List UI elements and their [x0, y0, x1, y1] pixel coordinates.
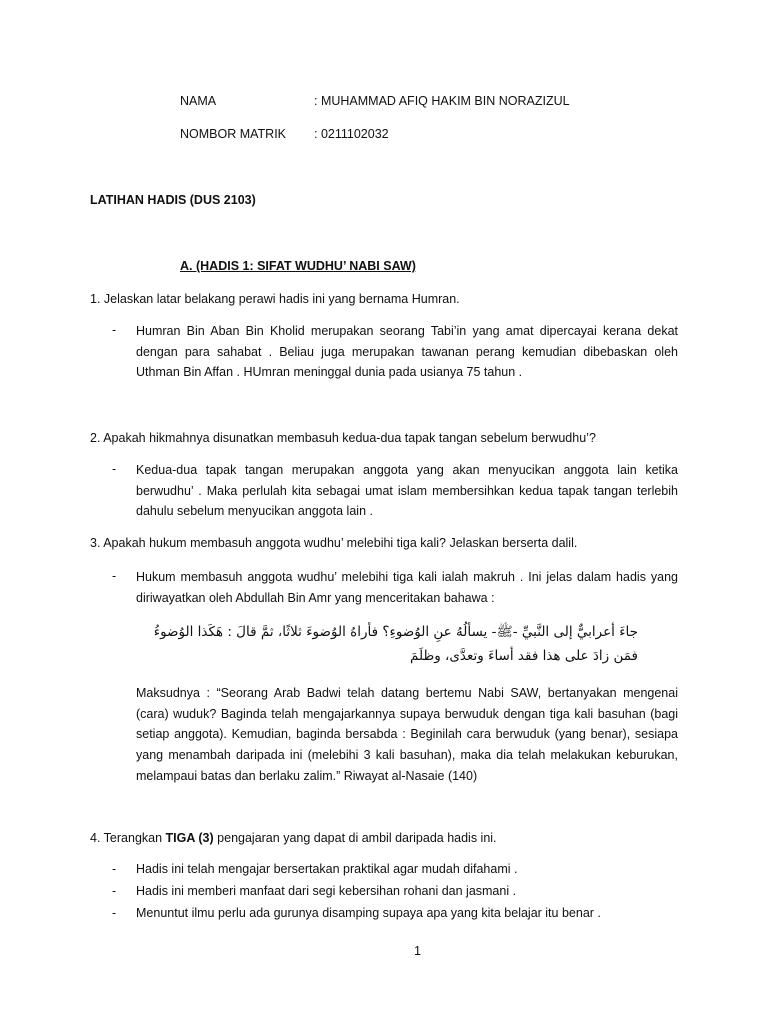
answer-2: Kedua-dua tapak tangan merupakan anggota yang akan menyucikan anggota lain ketika berwudhu’ . Maka perlulah kita sebagai umat islam membersihkan kedua tapak tangan terlebih dahulu sebelum menyucikan anggota lain .	[136, 463, 678, 519]
arabic-hadith-text	[132, 620, 638, 668]
bullet-dash: -	[112, 906, 117, 920]
bullet-dash: -	[112, 462, 117, 476]
question-4-emphasis: TIGA (3)	[165, 831, 214, 845]
question-2: 2. Apakah hikmahnya disunatkan membasuh kedua-dua tapak tangan sebelum berwudhu’?	[90, 431, 596, 445]
arabic-line-1: جاءَ أعرابيٌّ إلى النَّبيِّ -ﷺ- يسألُهُ عنِ الوُضوءِ؟ فأراهُ الوُضوءَ ثلاثًا، ثمَّ قالَ : هَكَذا الوُضوءُ	[153, 624, 638, 640]
bullet-dash: -	[112, 862, 117, 876]
section-heading: A. (HADIS 1: SIFAT WUDHU’ NABI SAW)	[180, 259, 416, 273]
bullet-dash: -	[112, 884, 117, 898]
bullet-dash: -	[112, 323, 117, 337]
lesson-item-2: Hadis ini memberi manfaat dari segi kebersihan rohani dan jasmani .	[136, 884, 517, 898]
matric-label: NOMBOR MATRIK	[180, 127, 287, 141]
answer-1: Humran Bin Aban Bin Kholid merupakan seorang Tabi’in yang amat dipercayai kerana dekat dengan para sahabat . Beliau juga merupakan tawanan perang kemudian dibebaskan oleh Uthman Bin Affan . HUmran meninggal dunia pada usianya 75 tahun .	[136, 324, 678, 380]
lesson-item-1: Hadis ini telah mengajar bersertakan praktikal agar mudah difahami .	[136, 862, 518, 876]
page-number: 1	[414, 944, 421, 958]
question-4-prefix: 4. Terangkan	[90, 831, 166, 845]
arabic-line-2: فمَن زادَ على هذا فقد أساءَ وتعدَّى، وظلَمَ	[410, 648, 638, 664]
matric-value: : 0211102032	[314, 127, 389, 141]
lesson-item-3: Menuntut ilmu perlu ada gurunya disamping supaya apa yang kita belajar itu benar .	[136, 906, 601, 920]
question-3: 3. Apakah hukum membasuh anggota wudhu’ melebihi tiga kali? Jelaskan berserta dalil.	[90, 536, 578, 550]
name-value: : MUHAMMAD AFIQ HAKIM BIN NORAZIZUL	[314, 94, 570, 108]
question-4	[90, 831, 497, 845]
question-1: 1. Jelaskan latar belakang perawi hadis ini yang bernama Humran.	[90, 292, 460, 306]
name-label: NAMA	[180, 94, 217, 108]
answer-3: Hukum membasuh anggota wudhu’ melebihi tiga kali ialah makruh . Ini jelas dalam hadis yang diriwayatkan oleh Abdullah Bin Amr yang menceritakan bahawa :	[136, 570, 678, 605]
bullet-dash: -	[112, 569, 117, 583]
document-title: LATIHAN HADIS (DUS 2103)	[90, 193, 256, 207]
question-4-suffix: pengajaran yang dapat di ambil daripada hadis ini.	[213, 831, 497, 845]
hadith-meaning: Maksudnya : “Seorang Arab Badwi telah datang bertemu Nabi SAW, bertanyakan mengenai (cara) wuduk? Baginda telah mengajarkannya supaya berwuduk dengan tiga kali basuhan (bagi setiap anggota). Kemudian, baginda bersabda : Beginilah cara berwuduk (yang benar), sesiapa yang menambah daripada ini (melebihi 3 kali basuhan), maka dia telah melakukan keburukan, melampaui batas dan berlaku zalim.” Riwayat al-Nasaie (140)	[136, 686, 678, 783]
